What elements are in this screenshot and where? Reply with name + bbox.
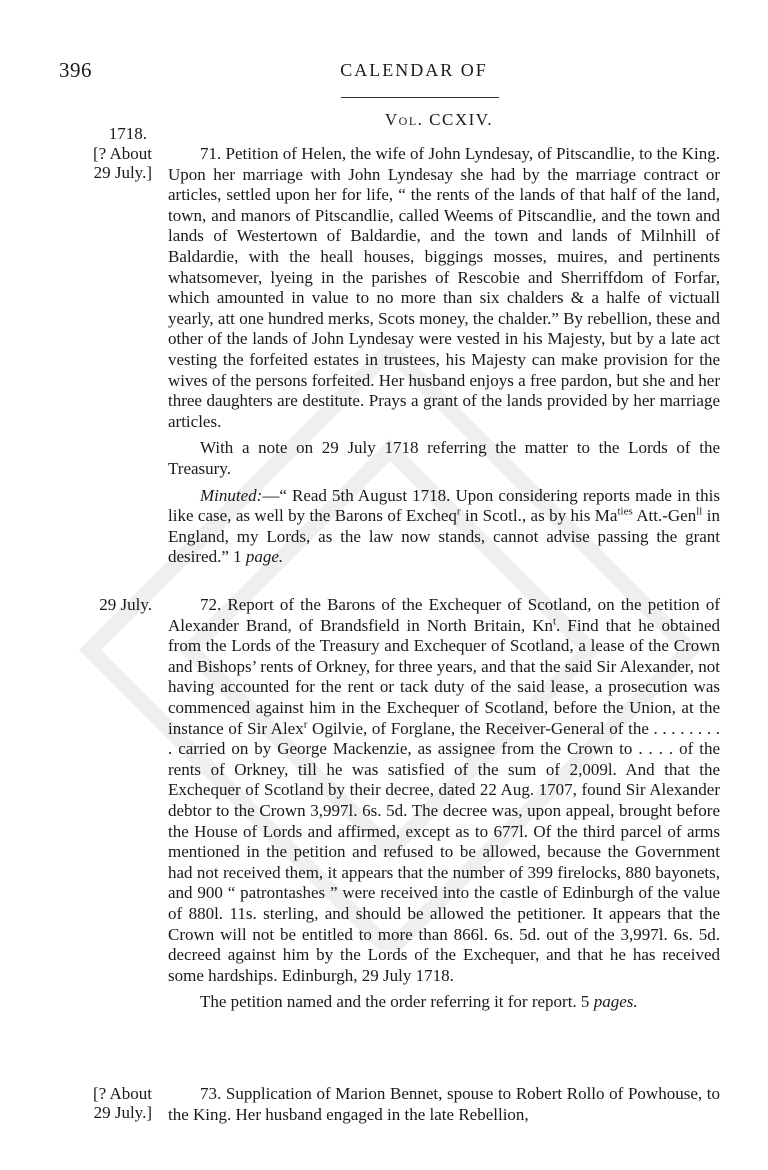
entry-72-note: The petition named and the order referring it for report. 5 pages. xyxy=(200,992,638,1012)
running-title: CALENDAR OF xyxy=(340,60,488,80)
margin-date-71-line2: 29 July.] xyxy=(93,163,152,182)
margin-date-72: 29 July. xyxy=(99,595,152,614)
page-header xyxy=(0,58,768,88)
margin-date-73-line2: 29 July.] xyxy=(93,1103,152,1122)
page-number: 396 xyxy=(59,58,92,82)
entry-73-text: 73. Supplication of Marion Bennet, spouse to Robert Rollo of Powhouse, to the King. Her husband engaged in the late Rebellion, xyxy=(168,1084,720,1124)
entry-73 xyxy=(168,1084,720,1125)
header-rule xyxy=(341,97,499,98)
entry-72-text: 72. Report of the Barons of the Exchequer of Scotland, on the petition of Alexander Brand, of Brandsfield in North Britain, Kn$^t$. Find that he obtained from the Lords of the Treasury and Exchequer of Scotland, a lease of the Crown and Bishops’ rents of Orkney, for three years, and that the said Sir Alexander, not having accounted for the rent or tack duty of the said lease, a prosecution was commenced against him in the Exchequer of Scotland, before the Union, at the instance of Sir Alex$^r$ Ogilvie, of Forglane, the Receiver-General of the . . . . . . . . . carried on by George Mackenzie, as assignee from the Crown to . . . . of the rents of Orkney, till he was satisfied of the sum of 2,009l. And that the Exchequer of Scotland by their decree, dated 22 Aug. 1707, found Sir Alexander debtor to the Crown 3,997l. 6s. 5d. The decree was, upon appeal, brought before the House of Lords and affirmed, except as to 677l. Of the third parcel of arms mentioned in the petition and refused to be allowed, because the Government had not received them, it appears that the number of 399 firelocks, 880 bayonets, and 900 “ patrontashes ” were received into the castle of Edinburgh of the value of 880l. 11s. sterling, and should be allowed the petitioner. It appears that the Crown will not be entitled to more than 866l. 6s. 5d. out of the 3,997l. 6s. 5d. decreed against him by the Lords of the Exchequer, and that he has received some hardships. Edinburgh, 29 July 1718. xyxy=(168,595,720,985)
margin-date-71-line1: [? About xyxy=(92,144,152,163)
entry-72 xyxy=(168,595,720,1013)
margin-year: 1718. xyxy=(108,124,147,143)
entry-71-note: With a note on 29 July 1718 referring the matter to the Lords of the Treasury. xyxy=(168,438,720,478)
minuted-label: Minuted: xyxy=(200,485,263,505)
volume-heading: Vol. CCXIV. xyxy=(384,110,494,129)
entry-71 xyxy=(168,144,720,568)
margin-date-73 xyxy=(57,1084,152,1122)
margin-date-71 xyxy=(57,144,152,182)
entry-71-text: 71. Petition of Helen, the wife of John Lyndesay, of Pitscandlie, to the King. Upon her marriage with John Lyndesay she had by the marriage contract or articles, settled upon her for life, “ the rents of the lands of that half of the land, town, and manors of Pitscandlie, called Weems of Pitscandlie, and the town and lands of Westertown of Baldardie, and the town and lands of Milnhill of Baldardie, with the heall houses, biggings mosses, muires, and pertinents whatsomever, lyeing in the parishes of Rescobie and Sherriffdom of Forfar, which amounted in value to no more than six chalders & a halfe of victuall yearly, att one hundred merks, Scots money, the chalder.” By rebellion, these and other of the lands of John Lyndesay were vested in his Majesty, but by a late act vesting the forfeited estates in trustees, his Majesty can make provision for the wives of the persons forfeited. Her husband enjoys a free pardon, but she and her three daughters are destitute. Prays a grant of the lands provided by her marriage articles. xyxy=(168,144,720,431)
margin-date-73-line1: [? About xyxy=(92,1084,152,1103)
entry-71-minuted: Minuted:—“ Read 5th August 1718. Upon considering reports made in this like case, as well by the Barons of Excheq$^r$ in Scotl., as by his $Ma^{ties}$ Att.-Gen$^{ll}$ in England, my Lords, as the law now stands, cannot advise passing the grant desired.” 1 page. xyxy=(168,485,720,567)
